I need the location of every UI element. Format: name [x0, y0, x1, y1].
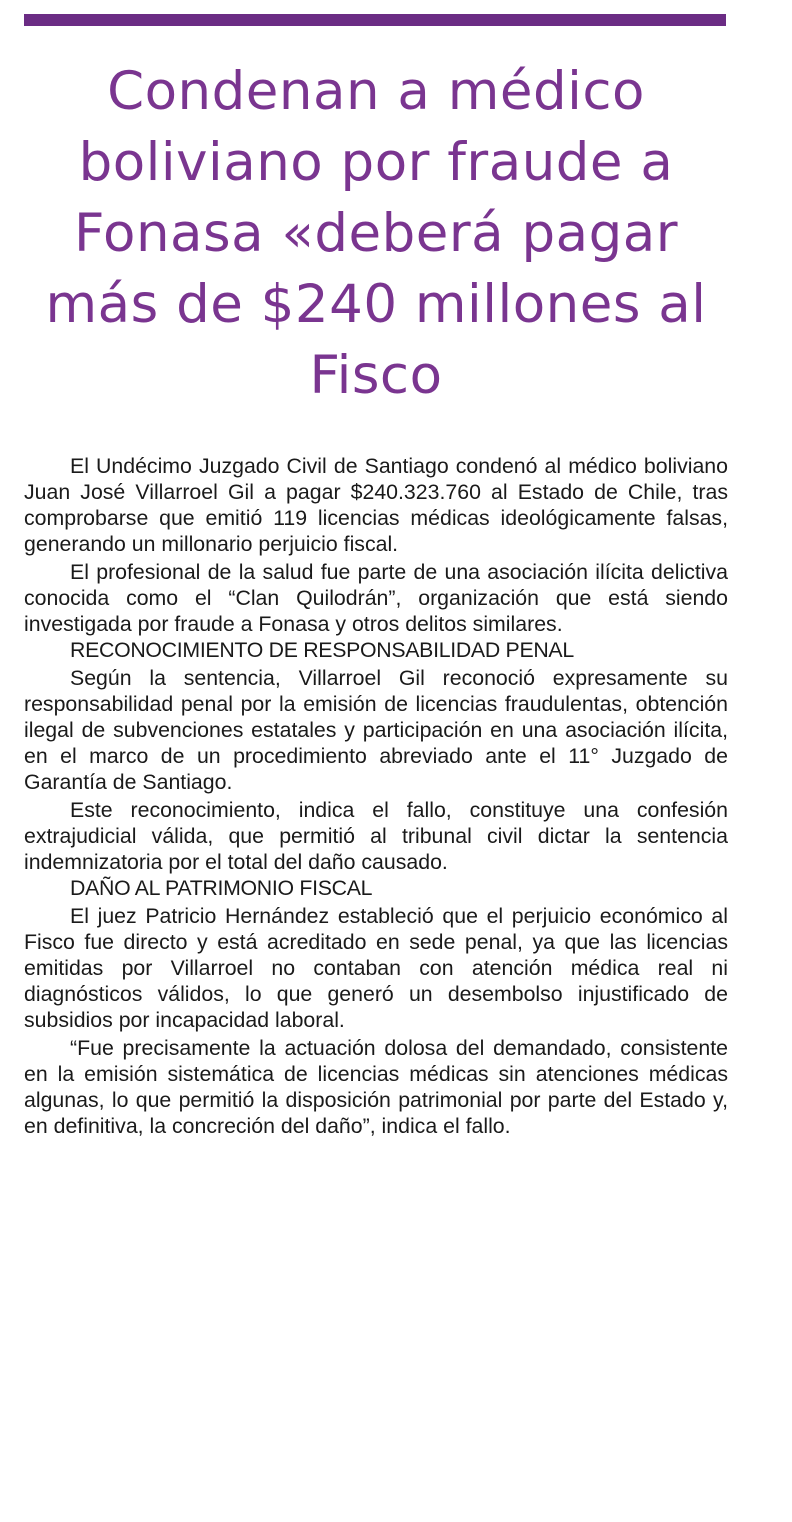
paragraph-1: El Undécimo Juzgado Civil de Santiago condenó al médico boliviano Juan José Villarroel Gil a pagar $240.323.760 al Estado de Chile, tras comprobarse que emitió 119 licencias médicas ideológicamente falsas, generando un millonario perjuicio fiscal. [24, 454, 728, 556]
article-body [24, 453, 728, 1139]
subhead-responsabilidad: RECONOCIMIENTO DE RESPONSABILIDAD PENAL [70, 638, 574, 662]
paragraph-6: “Fue precisamente la actuación dolosa del demandado, consistente en la emisión sistemática de licencias médicas sin atenciones médicas algunas, lo que permitió la disposición patrimonial por parte del Estado y, en definitiva, la concreción del daño”, indica el fallo. [24, 1036, 728, 1138]
headline: Condenan a médico boliviano por fraude a Fonasa «deberá pagar más de $240 millones al Fisco [45, 61, 707, 406]
paragraph-4: Este reconocimiento, indica el fallo, constituye una confesión extrajudicial válida, que permitió al tribunal civil dictar la sentencia indemnizatoria por el total del daño causado. [24, 798, 728, 874]
top-color-rule [24, 14, 726, 26]
paragraph-5: El juez Patricio Hernández estableció que el perjuicio económico al Fisco fue directo y está acreditado en sede penal, ya que las licencias emitidas por Villarroel no contaban con atención médica real ni diagnósticos válidos, lo que generó un desembolso injustificado de subsidios por incapacidad laboral. [24, 904, 728, 1032]
subhead-dano: DAÑO AL PATRIMONIO FISCAL [70, 876, 373, 900]
paragraph-3: Según la sentencia, Villarroel Gil reconoció expresamente su responsabilidad penal por la emisión de licencias fraudulentas, obtención ilegal de subvenciones estatales y participación en una asociación ilícita, en el marco de un procedimiento abreviado ante el 11° Juzgado de Garantía de Santiago. [24, 666, 728, 794]
news-article [24, 14, 728, 1139]
paragraph-2: El profesional de la salud fue parte de una asociación ilícita delictiva conocida como el “Clan Quilodrán”, organización que está siendo investigada por fraude a Fonasa y otros delitos similares. [24, 560, 728, 636]
